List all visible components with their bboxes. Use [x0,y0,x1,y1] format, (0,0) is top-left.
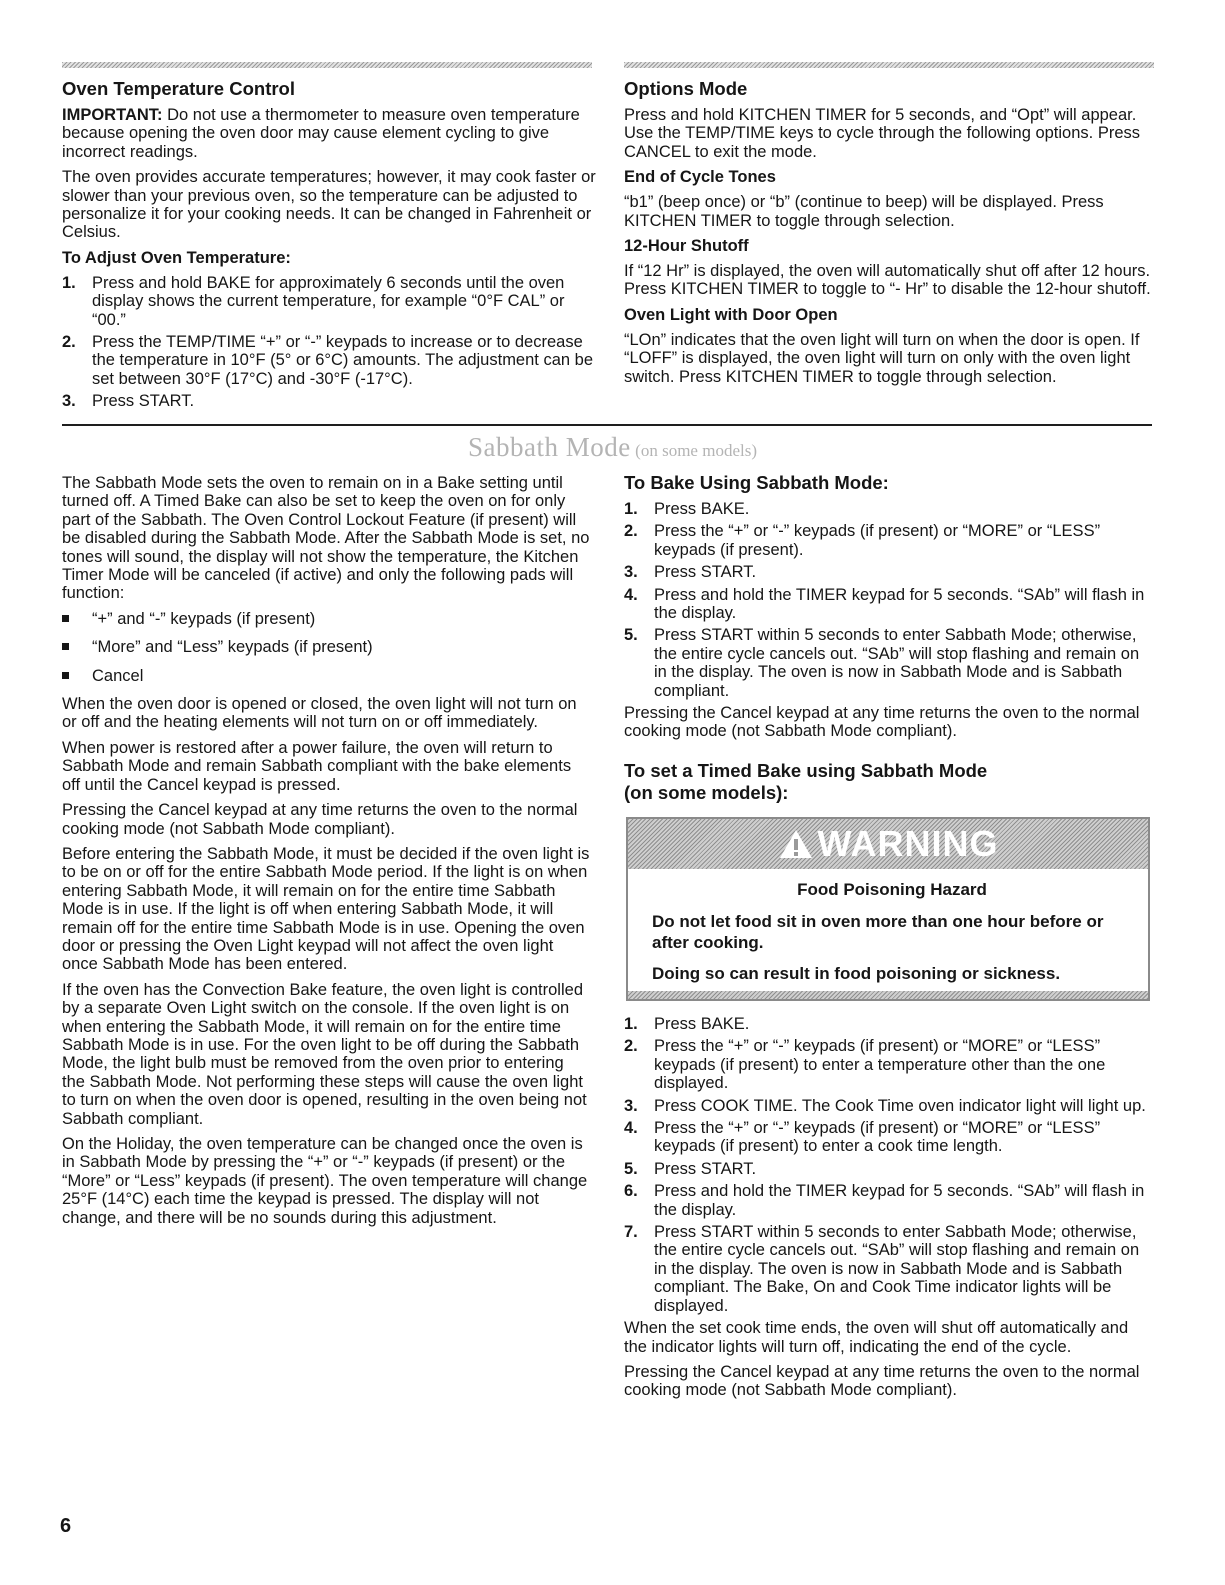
page-number: 6 [60,1515,72,1537]
list-item: 7. Press START within 5 seconds to enter Sabbath Mode; otherwise, the entire cycle cancels out. “SAb” will stop flashing and remain on in the display. The oven is now in Sabbath Mode and is Sabbath compliant. The Bake, On and Cook Time indicator lights will be displayed. [624,1223,1140,1315]
list-item: 1. Press BAKE. [624,1015,750,1033]
accuracy-paragraph: The oven provides accurate temperatures; however, it may cook faster or slower than your previous oven, so the temperature can be adjusted to personalize it for your cooking needs. It can be changed in Fahrenheit or Celsius. [62,168,596,242]
sabbath-mode-description [62,474,590,1234]
cook-time-ends-paragraph: When the set cook time ends, the oven will shut off automatically and the indicator lights will turn off, indicating the end of the cycle. [624,1319,1129,1356]
bake-using-sabbath-title: To Bake Using Sabbath Mode: [624,472,889,493]
list-item: 1. Press BAKE. [624,500,750,518]
timed-bake-sabbath-steps [624,1015,1152,1315]
bake-using-sabbath-steps [624,500,1152,700]
list-item: 1. Press and hold BAKE for approximately 6 seconds until the oven display shows the current temperature, for example “0°F CAL” or “00.” [62,273,565,329]
warning-heading: WARNING [817,823,999,864]
power-failure-paragraph: When power is restored after a power failure, the oven will return to Sabbath Mode and remain Sabbath compliant with the bake elements off until the Cancel keypad is pressed. [62,738,572,794]
oven-light-door-open-text: “LOn” indicates that the oven light will turn on when the door is open. If “LOFF” is displayed, the oven light will turn on only with the oven light switch. Press KITCHEN TIMER to toggle through selection. [624,330,1140,386]
function-pads-list [62,610,590,685]
warning-hazard: Food Poisoning Hazard [797,880,987,899]
end-of-cycle-tones-title: End of Cycle Tones [624,168,776,187]
list-item: 3. Press COOK TIME. The Cook Time oven indicator light will light up. [624,1096,1146,1115]
hour-shutoff-title: 12-Hour Shutoff [624,237,749,256]
list-item: 5. Press START. [624,1159,757,1178]
left-top-hatch-bar [62,62,592,68]
list-item: 2. Press the “+” or “-” keypads (if present) or “MORE” or “LESS” keypads (if present). [624,522,1101,559]
oven-light-decision-paragraph: Before entering the Sabbath Mode, it must be decided if the oven light is to be on or off for the entire Sabbath Mode period. If the light is on when entering Sabbath Mode, it will remain on for the entire time Sabbath Mode is in use. If the light is off when entering Sabbath Mode, it will remain off for the entire time Sabbath Mode is in use. Opening the oven door or pressing the Oven Light keypad will not affect the oven light once Sabbath Mode has been entered. [62,844,590,974]
options-mode-section [624,78,1159,393]
bake-using-sabbath-section [624,472,1152,804]
warning-box [626,817,1150,1001]
adjust-temperature-steps [62,274,597,411]
sabbath-mode-heading [0,432,1225,463]
options-mode-title: Options Mode [624,78,748,99]
bullet-square-icon [62,672,69,679]
hour-shutoff-text: If “12 Hr” is displayed, the oven will automatically shut off after 12 hours. Press KITCHEN TIMER to toggle to “- Hr” to disable the 12-hour shutoff. [624,262,1151,299]
list-item: 3. Press START. [624,563,757,582]
important-paragraph [62,106,597,161]
right-top-hatch-bar [624,62,1154,68]
door-opened-paragraph: When the oven door is opened or closed, the oven light will not turn on or off and the heating elements will not turn on or off immediately. [62,695,577,732]
list-item: 2. Press the TEMP/TIME “+” or “-” keypads to increase or to decrease the temperature in 10°F (5° or 6°C) amounts. The adjustment can be set between 30°F (17°C) and -30°F (-17°C). [62,333,593,388]
options-mode-paragraph: Press and hold KITCHEN TIMER for 5 seconds, and “Opt” will appear. Use the TEMP/TIME keys to cycle through the following options. Press CANCEL to exit the mode. [624,106,1141,161]
warning-line-2: Doing so can result in food poisoning or sickness. [652,964,1061,983]
list-item: “More” and “Less” keypads (if present) [62,638,590,656]
cancel-keypad-paragraph: Pressing the Cancel keypad at any time returns the oven to the normal cooking mode (not Sabbath Mode compliant). [62,801,578,838]
list-item: 4. Press the “+” or “-” keypads (if present) or “MORE” or “LESS” keypads (if present) to enter a cook time length. [624,1119,1101,1156]
bullet-square-icon [62,615,69,622]
list-item: 4. Press and hold the TIMER keypad for 5 seconds. “SAb” will flash in the display. [624,585,1145,623]
list-item: 2. Press the “+” or “-” keypads (if present) or “MORE” or “LESS” keypads (if present) to enter a temperature other than the one displayed. [624,1037,1106,1093]
convection-bake-paragraph: If the oven has the Convection Bake feature, the oven light is controlled by a separate Oven Light switch on the console. If the oven light is on when entering the Sabbath Mode, it will remain on for the entire time Sabbath Mode is in use. For the oven light to be off during the Sabbath Mode, the light bulb must be removed from the oven prior to entering the Sabbath Mode. Not performing these steps will cause the oven light to turn on when the oven door is opened, resulting in the oven being not Sabbath compliant. [62,980,587,1128]
warning-footer-hatch [628,991,1148,999]
end-of-cycle-tones-text: “b1” (beep once) or “b” (continue to beep) will be displayed. Press KITCHEN TIMER to toggle through selection. [624,193,1104,230]
oven-temperature-control-section [62,78,597,415]
timed-bake-sabbath-section [624,1015,1152,1407]
important-text: Do not use a thermometer to measure oven temperature because opening the oven door may cause element cycling to give incorrect readings. [62,106,580,161]
cancel-keypad-note: Pressing the Cancel keypad at any time returns the oven to the normal cooking mode (not Sabbath Mode compliant). [624,704,1140,741]
list-item: 3. Press START. [62,392,195,411]
list-item: 6. Press and hold the TIMER keypad for 5 seconds. “SAb” will flash in the display. [624,1182,1145,1219]
sabbath-mode-title: Sabbath Mode [467,432,631,462]
warning-line-1: Do not let food sit in oven more than one hour before or after cooking. [652,912,1104,952]
important-label: IMPORTANT: [62,106,163,124]
warning-header [628,819,1148,869]
list-item: “+” and “-” keypads (if present) [62,610,590,628]
list-item: Cancel [62,667,590,685]
sabbath-mode-subtitle: (on some models) [635,441,757,460]
holiday-paragraph: On the Holiday, the oven temperature can be changed once the oven is in Sabbath Mode by pressing the “+” or “-” keypads (if present) or the “More” or “Less” keypads (if present). The oven temperature will change 25°F (14°C) each time the keypad is pressed. The display will not change, and there will be no sounds during this adjustment. [62,1135,588,1227]
adjust-temperature-subhead: To Adjust Oven Temperature: [62,248,291,267]
cancel-keypad-final-paragraph: Pressing the Cancel keypad at any time returns the oven to the normal cooking mode (not Sabbath Mode compliant). [624,1362,1140,1400]
warning-body [628,869,1148,991]
timed-bake-sabbath-title: To set a Timed Bake using Sabbath Mode (on some models): [624,759,988,803]
warning-triangle-icon [778,828,814,860]
sabbath-intro-paragraph: The Sabbath Mode sets the oven to remain on in a Bake setting until turned off. A Timed Bake can also be set to keep the oven on for only part of the Sabbath. The Oven Control Lockout Feature (if present) will be disabled during the Sabbath Mode. After the Sabbath Mode is set, no tones will sound, the display will not show the temperature, the Kitchen Timer Mode will be canceled (if active) and only the following pads will function: [62,474,590,603]
oven-temperature-control-title: Oven Temperature Control [62,78,296,99]
list-item: 5. Press START within 5 seconds to enter Sabbath Mode; otherwise, the entire cycle cancels out. “SAb” will stop flashing and remain on in the display. The oven is now in Sabbath Mode and is Sabbath compliant. [624,626,1140,700]
bullet-square-icon [62,643,69,650]
section-divider [62,424,1152,426]
oven-light-door-open-title: Oven Light with Door Open [624,305,838,324]
